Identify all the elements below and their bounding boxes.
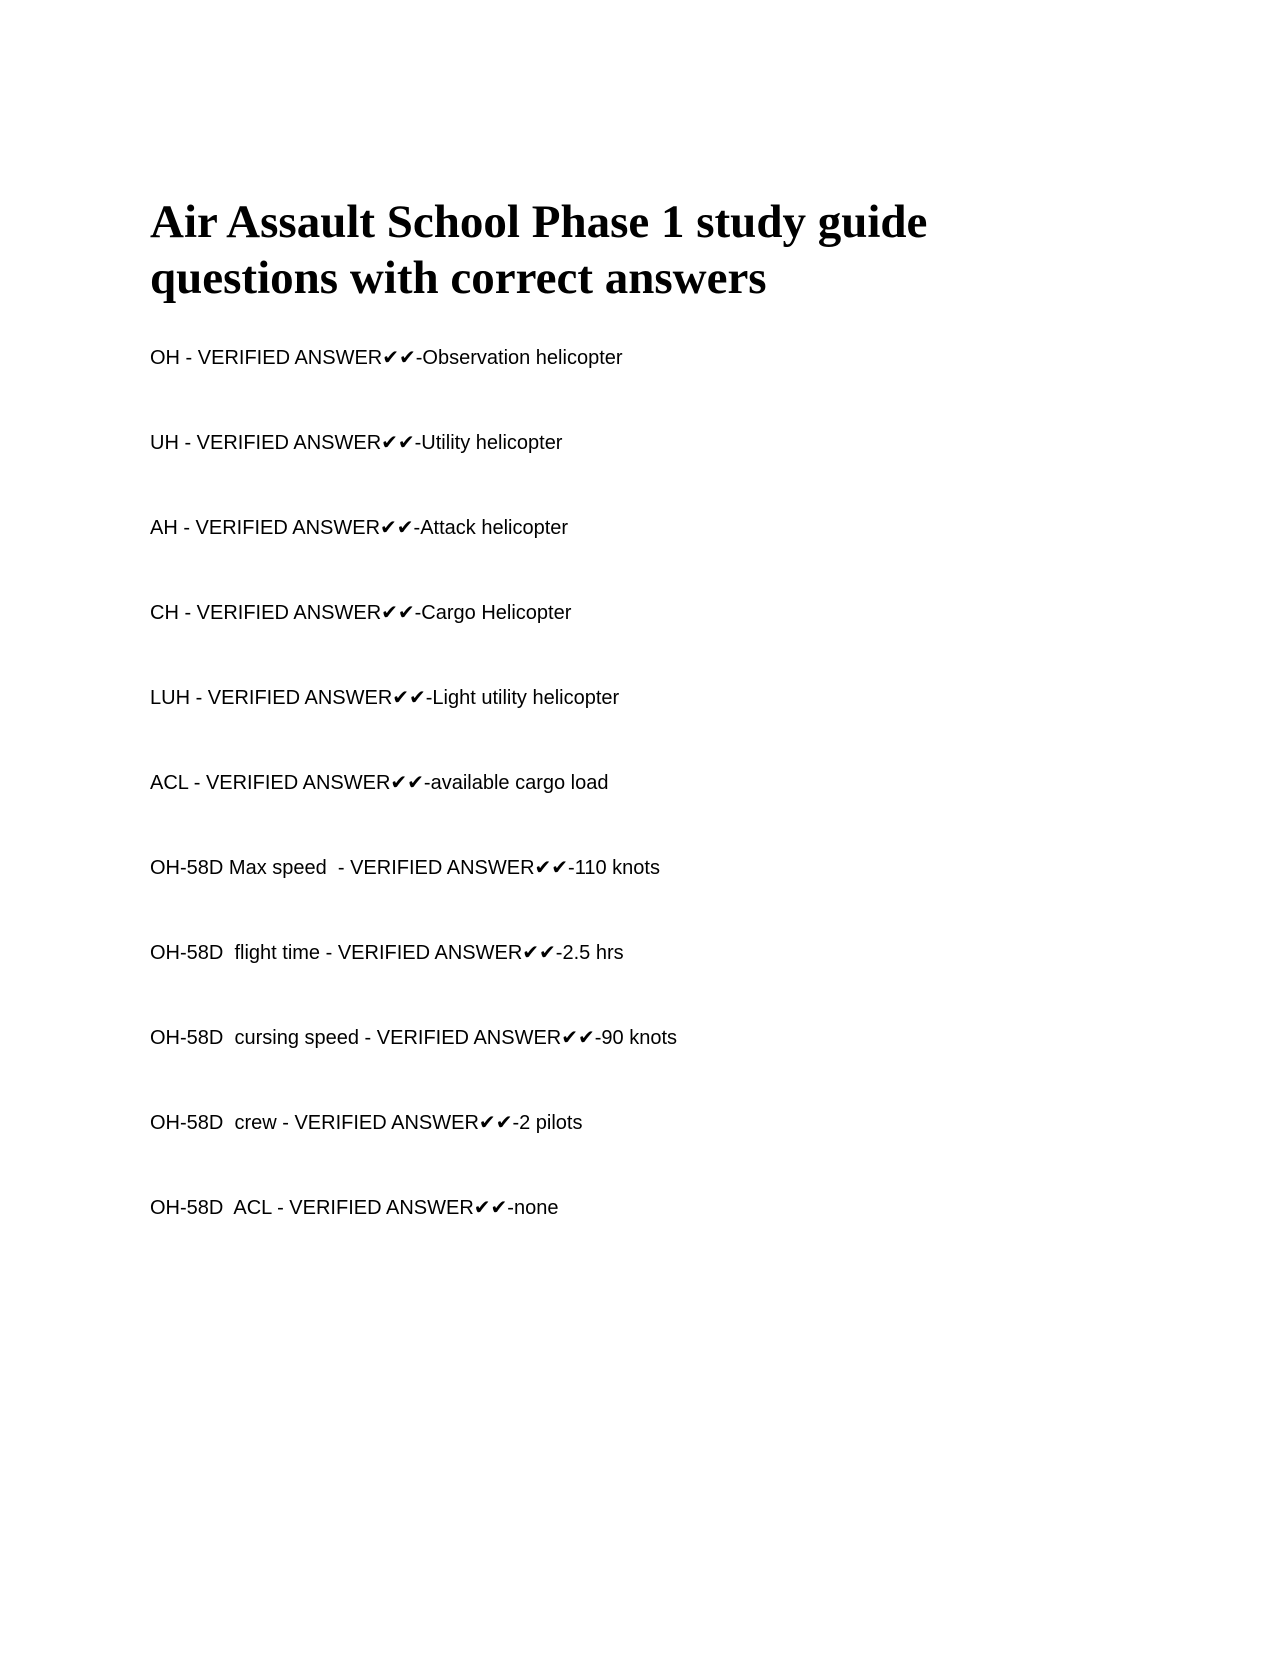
qa-entry: AH - VERIFIED ANSWER✔✔-Attack helicopter [150,517,569,539]
qa-entry: OH-58D crew - VERIFIED ANSWER✔✔-2 pilots [150,1112,583,1134]
document-title: Air Assault School Phase 1 study guide questions with correct answers [150,196,928,304]
qa-entry: OH - VERIFIED ANSWER✔✔-Observation helicopter [150,347,623,369]
qa-entry: OH-58D Max speed - VERIFIED ANSWER✔✔-110 knots [150,857,660,879]
qa-entry: UH - VERIFIED ANSWER✔✔-Utility helicopter [150,432,563,454]
qa-list [150,347,678,1293]
qa-entry: OH-58D flight time - VERIFIED ANSWER✔✔-2.5 hrs [150,942,624,964]
qa-entry: CH - VERIFIED ANSWER✔✔-Cargo Helicopter [150,602,572,624]
qa-entry: ACL - VERIFIED ANSWER✔✔-available cargo load [150,772,609,794]
qa-entry: OH-58D cursing speed - VERIFIED ANSWER✔✔-90 knots [150,1027,678,1049]
qa-entry: LUH - VERIFIED ANSWER✔✔-Light utility helicopter [150,687,620,709]
qa-entry: OH-58D ACL - VERIFIED ANSWER✔✔-none [150,1197,559,1219]
